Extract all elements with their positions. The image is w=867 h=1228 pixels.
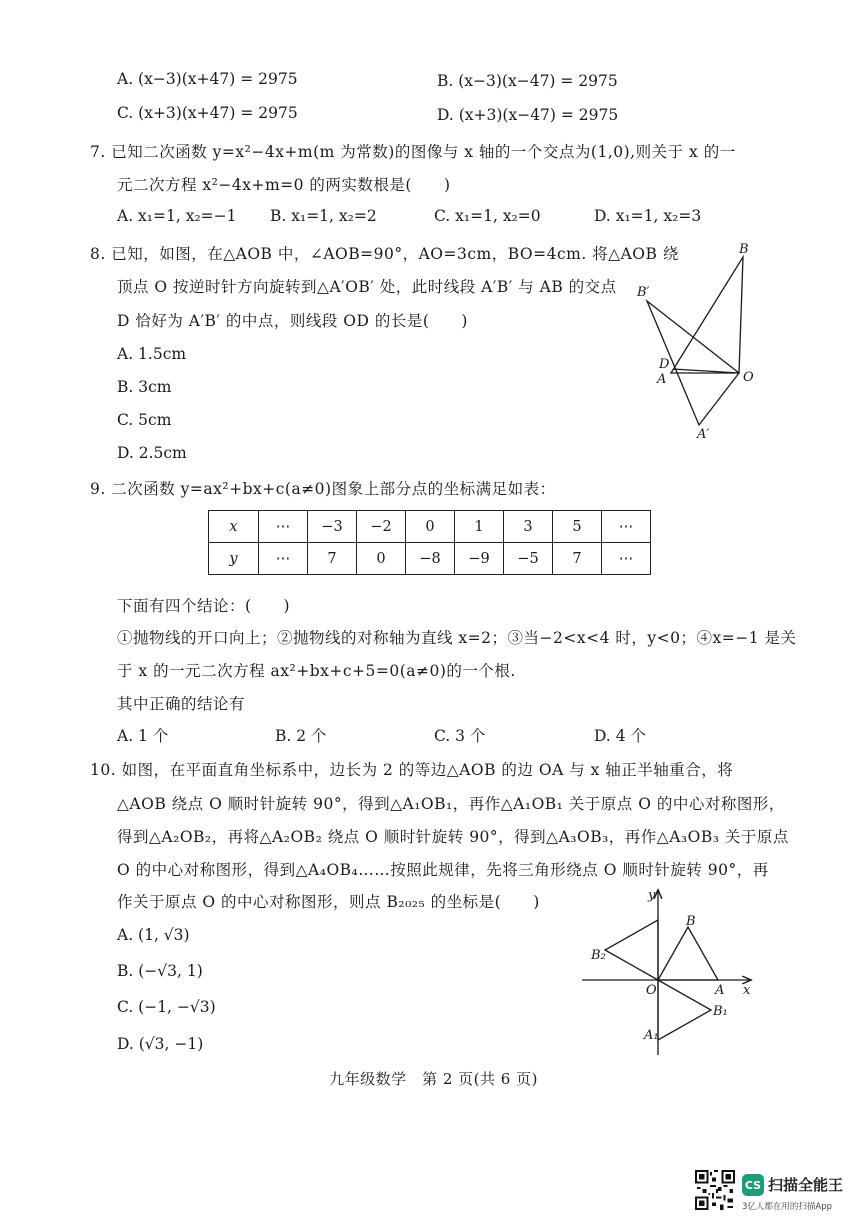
label-d: D <box>659 357 670 372</box>
label-a1: A₁ <box>644 1028 659 1043</box>
q8-option-a: A. 1.5cm <box>117 345 187 363</box>
qr-code-icon <box>695 1170 735 1210</box>
label-b: B <box>739 242 749 257</box>
q10-option-b: B. (−√3, 1) <box>117 962 203 980</box>
table-cell: 7 <box>553 543 602 575</box>
scanner-app-name: 扫描全能王 <box>768 1176 844 1194</box>
label-b2: B₂ <box>591 948 606 963</box>
q10-stem-line4: O 的中心对称图形，得到△A₄OB₄……按照此规律，先将三角形绕点 O 顺时针旋转 90°，再 <box>117 861 769 879</box>
q8-option-b: B. 3cm <box>117 378 172 396</box>
label-a: A <box>657 372 667 387</box>
label-aprime: A′ <box>697 427 710 442</box>
table-cell: 3 <box>504 511 553 543</box>
q10-stem-line3: 得到△A₂OB₂，再将△A₂OB₂ 绕点 O 顺时针旋转 90°，得到△A₃OB₃，再作△A₃OB₃ 关于原点 <box>117 828 789 846</box>
q9-intro: 下面有四个结论：( ) <box>117 597 291 615</box>
table-cell: 7 <box>308 543 357 575</box>
q6-option-c: C. (x+3)(x+47) = 2975 <box>117 104 298 122</box>
table-cell: 0 <box>406 511 455 543</box>
triangle-a1ob1 <box>658 980 711 1040</box>
q10-option-a: A. (1, √3) <box>117 926 190 944</box>
table-cell: −8 <box>406 543 455 575</box>
q9-conclusions-line1: ①抛物线的开口向上；②抛物线的对称轴为直线 x=2；③当−2<x<4 时，y<0；④x=−1 是关 <box>117 629 797 647</box>
q9-conclusions-line2: 于 x 的一元二次方程 ax²+bx+c+5=0(a≠0)的一个根. <box>117 662 516 680</box>
q7-option-d: D. x₁=1, x₂=3 <box>594 207 702 225</box>
q6-option-b: B. (x−3)(x−47) = 2975 <box>437 72 618 90</box>
q8-figure <box>625 235 775 445</box>
q10-stem-line2: △AOB 绕点 O 顺时针旋转 90°，得到△A₁OB₁，再作△A₁OB₁ 关于原点 O 的中心对称图形， <box>117 795 785 813</box>
q9-question: 其中正确的结论有 <box>117 695 246 713</box>
q9-value-table <box>208 510 651 575</box>
q10-figure <box>578 885 763 1060</box>
label-x: x <box>743 983 751 998</box>
q10-stem-line5: 作关于原点 O 的中心对称图形，则点 B₂₀₂₅ 的坐标是( ) <box>117 893 540 911</box>
q9-option-c: C. 3 个 <box>434 727 486 745</box>
label-o: O <box>743 370 754 385</box>
q8-option-c: C. 5cm <box>117 411 172 429</box>
q8-option-d: D. 2.5cm <box>117 444 187 462</box>
table-cell: −2 <box>357 511 406 543</box>
table-cell: 0 <box>357 543 406 575</box>
table-cell: 5 <box>553 511 602 543</box>
triangle-a2ob2 <box>605 920 658 980</box>
label-o: O <box>646 983 657 998</box>
q8-stem-line1: 8. 已知，如图，在△AOB 中，∠AOB=90°，AO=3cm，BO=4cm. 将△AOB 绕 <box>90 245 679 263</box>
scanner-app-slogan: 3亿人都在用的扫描App <box>742 1202 833 1212</box>
q10-option-c: C. (−1, −√3) <box>117 998 216 1016</box>
q9-option-a: A. 1 个 <box>117 727 169 745</box>
table-cell: ⋯ <box>602 511 651 543</box>
q10-stem-line1: 10. 如图，在平面直角坐标系中，边长为 2 的等边△AOB 的边 OA 与 x 轴正半轴重合，将 <box>90 761 734 779</box>
page-footer: 九年级数学 第 2 页(共 6 页) <box>329 1070 538 1088</box>
q9-stem: 9. 二次函数 y=ax²+bx+c(a≠0)图象上部分点的坐标满足如表： <box>90 480 556 498</box>
table-row <box>209 511 651 543</box>
q7-option-b: B. x₁=1, x₂=2 <box>270 207 377 225</box>
label-a: A <box>715 983 725 998</box>
triangle-aob <box>671 257 743 373</box>
q6-option-a: A. (x−3)(x+47) = 2975 <box>117 70 298 88</box>
q6-option-d: D. (x+3)(x−47) = 2975 <box>437 106 619 124</box>
label-b: B <box>686 914 696 929</box>
label-y: y <box>648 888 656 903</box>
label-b1: B₁ <box>713 1004 728 1019</box>
table-cell: x <box>209 511 259 543</box>
table-cell: ⋯ <box>602 543 651 575</box>
q10-option-d: D. (√3, −1) <box>117 1035 204 1053</box>
q9-option-b: B. 2 个 <box>275 727 327 745</box>
table-cell: −9 <box>455 543 504 575</box>
table-cell: −5 <box>504 543 553 575</box>
q8-stem-line3: D 恰好为 A′B′ 的中点，则线段 OD 的长是( ) <box>117 312 468 330</box>
table-cell: y <box>209 543 259 575</box>
q7-option-c: C. x₁=1, x₂=0 <box>434 207 541 225</box>
label-bprime: B′ <box>637 285 650 300</box>
q7-option-a: A. x₁=1, x₂=−1 <box>117 207 237 225</box>
q7-stem-line1: 7. 已知二次函数 y=x²−4x+m(m 为常数)的图像与 x 轴的一个交点为(1,0),则关于 x 的一 <box>90 143 736 161</box>
table-row <box>209 543 651 575</box>
table-cell: ⋯ <box>259 543 308 575</box>
table-cell: −3 <box>308 511 357 543</box>
table-cell: ⋯ <box>259 511 308 543</box>
q7-stem-line2: 元二次方程 x²−4x+m=0 的两实数根是( ) <box>117 176 451 194</box>
table-cell: 1 <box>455 511 504 543</box>
q9-option-d: D. 4 个 <box>594 727 647 745</box>
q8-stem-line2: 顶点 O 按逆时针方向旋转到△A′OB′ 处，此时线段 A′B′ 与 AB 的交点 <box>117 278 617 296</box>
scanner-app-logo: CS <box>742 1174 764 1196</box>
triangle-aob <box>658 927 718 980</box>
